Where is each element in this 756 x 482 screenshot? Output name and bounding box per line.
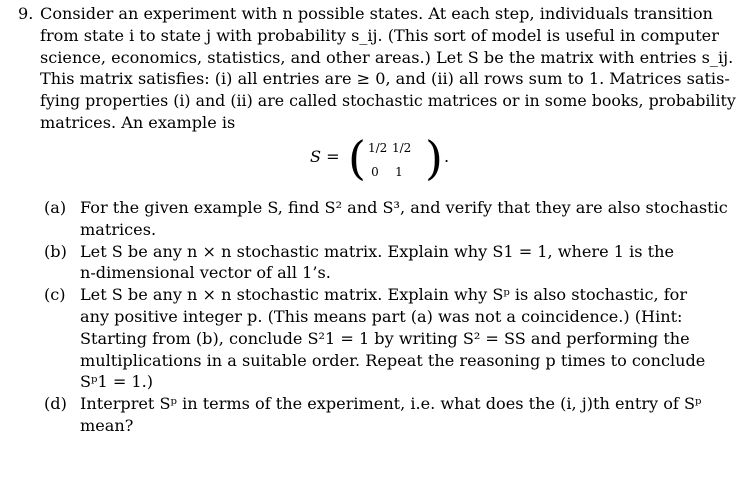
matrix-entry: 1/2 — [392, 141, 412, 155]
intro-line: from state i to state j with probability s_ij. (This sort of model is useful in computer — [40, 25, 719, 45]
intro-line: Consider an experiment with n possible states. At each step, individuals transition — [40, 4, 713, 23]
matrix-entry: 1 — [395, 165, 403, 179]
intro-line: This matrix satisfies: (i) all entries are ≥ 0, and (ii) all rows sum to 1. Matrices satis- — [40, 69, 730, 89]
part-line: Starting from (b), conclude S²1 = 1 by writing S² = SS and performing the — [80, 328, 690, 348]
problem-9 — [18, 3, 740, 134]
part-label: (b) — [44, 241, 67, 261]
matrix-end: . — [444, 147, 450, 166]
part-label: (d) — [44, 394, 67, 414]
part-label: (c) — [44, 285, 66, 305]
part-d — [44, 393, 740, 437]
left-paren: ( — [348, 131, 366, 185]
matrix-display — [310, 132, 480, 184]
part-line: matrices. — [80, 219, 157, 239]
right-paren: ) — [425, 131, 443, 185]
part-line: Sᵖ1 = 1.) — [80, 372, 154, 392]
matrix-entry: 1/2 — [368, 141, 388, 155]
part-a — [44, 197, 740, 241]
matrix-lhs: S = — [310, 147, 340, 166]
intro-line: fying properties (i) and (ii) are called stochastic matrices or in some books, probability — [40, 91, 736, 111]
problem-number: 9. — [18, 4, 34, 23]
part-line: n-dimensional vector of all 1’s. — [80, 263, 331, 283]
intro-line: science, economics, statistics, and other areas.) Let S be the matrix with entries s_ij. — [40, 47, 734, 67]
part-line: mean? — [80, 415, 134, 435]
matrix-entry: 0 — [371, 165, 379, 179]
part-c — [44, 284, 740, 393]
part-line: multiplications in a suitable order. Repeat the reasoning p times to conclude — [80, 350, 706, 370]
part-line: For the given example S, find S² and S³, and verify that they are also stochastic — [80, 198, 728, 217]
problem-parts — [44, 197, 740, 437]
intro-line: matrices. An example is — [40, 112, 236, 132]
part-b — [44, 241, 740, 285]
part-line: any positive integer p. (This means part (a) was not a coincidence.) (Hint: — [80, 306, 683, 326]
part-line: Let S be any n × n stochastic matrix. Explain why Sᵖ is also stochastic, for — [80, 285, 688, 305]
part-line: Let S be any n × n stochastic matrix. Explain why S1 = 1, where 1 is the — [80, 241, 674, 261]
part-label: (a) — [44, 198, 67, 217]
part-line: Interpret Sᵖ in terms of the experiment, i.e. what does the (i, j)th entry of Sᵖ — [80, 394, 702, 414]
problem-intro — [40, 3, 740, 134]
